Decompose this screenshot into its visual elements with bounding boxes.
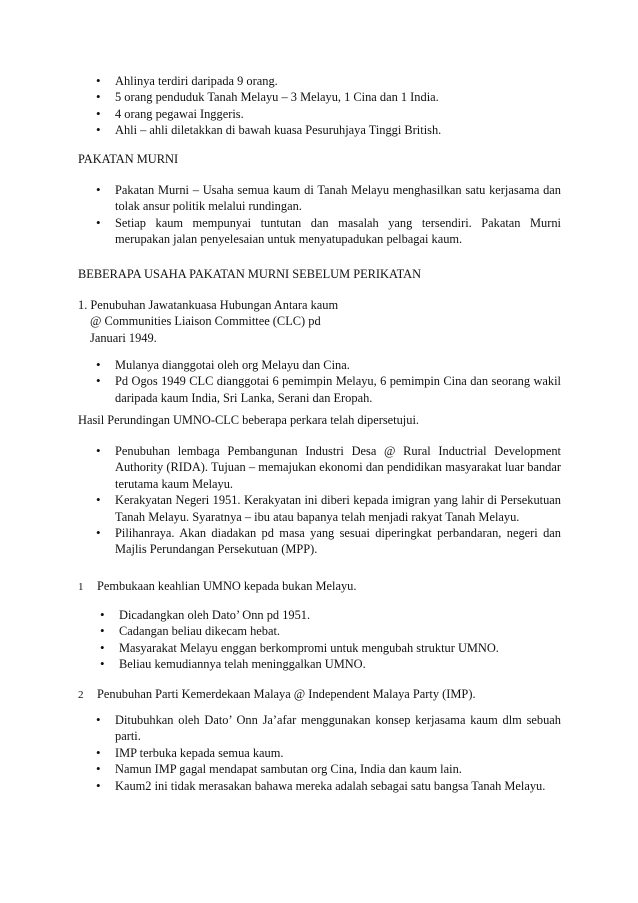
list-item: • 4 orang pegawai Inggeris. — [115, 106, 563, 122]
section-2-title: Penubuhan Parti Kemerdekaan Malaya @ Independent Malaya Party (IMP). — [97, 687, 476, 701]
section-heading-usaha: BEBERAPA USAHA PAKATAN MURNI SEBELUM PERIKATAN — [78, 267, 422, 281]
list-item: • Penubuhan lembaga Pembangunan Industri Desa @ Rural Inductrial Development Authority (RIDA). Tujuan – memajukan ekonomi dan pendidikan masyarakat luar bandar terutama kaum Melayu. — [115, 443, 561, 492]
section-heading-pakatan-murni: PAKATAN MURNI — [78, 152, 179, 166]
section-1-bullet-list — [119, 607, 559, 673]
list-item: • Ahlinya terdiri daripada 9 orang. — [115, 73, 563, 89]
usaha-item-1-line-3: Januari 1949. — [90, 331, 157, 345]
section-2-number: 2 — [78, 689, 84, 701]
list-item: • Dicadangkan oleh Dato’ Onn pd 1951. — [119, 607, 559, 623]
list-item: • 5 orang penduduk Tanah Melayu – 3 Melayu, 1 Cina dan 1 India. — [115, 89, 563, 105]
pakatan-murni-bullet-list — [115, 182, 561, 248]
usaha-item-1-bullet-list — [115, 357, 561, 406]
usaha-item-1-line-1: 1. Penubuhan Jawatankuasa Hubungan Antara kaum — [78, 298, 339, 312]
list-item: • Kerakyatan Negeri 1951. Kerakyatan ini diberi kepada imigran yang lahir di Persekutuan Tanah Melayu. Syaratnya – ibu atau bapanya telah menjadi rakyat Tanah Melayu. — [115, 492, 561, 525]
hasil-bullet-list — [115, 443, 561, 558]
usaha-item-1-line-2: @ Communities Liaison Committee (CLC) pd — [90, 314, 321, 328]
intro-bullet-list — [115, 73, 563, 139]
list-item: • Kaum2 ini tidak merasakan bahawa mereka adalah sebagai satu bangsa Tanah Melayu. — [115, 778, 561, 794]
section-1-title: Pembukaan keahlian UMNO kepada bukan Melayu. — [97, 579, 357, 593]
list-item: • Pakatan Murni – Usaha semua kaum di Tanah Melayu menghasilkan satu kerjasama dan tolak ansur politik melalui rundingan. — [115, 182, 561, 215]
list-item: • IMP terbuka kepada semua kaum. — [115, 745, 561, 761]
list-item: • Mulanya dianggotai oleh org Melayu dan Cina. — [115, 357, 561, 373]
list-item: • Setiap kaum mempunyai tuntutan dan masalah yang tersendiri. Pakatan Murni merupakan jalan penyelesaian untuk menyatupadukan pelbagai kaum. — [115, 215, 561, 248]
list-item: • Ditubuhkan oleh Dato’ Onn Ja’afar menggunakan konsep kerjasama kaum dlm sebuah parti. — [115, 712, 561, 745]
hasil-intro: Hasil Perundingan UMNO-CLC beberapa perkara telah dipersetujui. — [78, 413, 419, 427]
section-2-bullet-list — [115, 712, 561, 794]
list-item: • Pilihanraya. Akan diadakan pd masa yang sesuai diperingkat perbandaran, negeri dan Majlis Perundangan Persekutuan (MPP). — [115, 525, 561, 558]
list-item: • Pd Ogos 1949 CLC dianggotai 6 pemimpin Melayu, 6 pemimpin Cina dan seorang wakil daripada kaum India, Sri Lanka, Serani dan Eropah. — [115, 373, 561, 406]
list-item: • Beliau kemudiannya telah meninggalkan UMNO. — [119, 656, 559, 672]
list-item: • Masyarakat Melayu enggan berkompromi untuk mengubah struktur UMNO. — [119, 640, 559, 656]
list-item: • Namun IMP gagal mendapat sambutan org Cina, India dan kaum lain. — [115, 761, 561, 777]
section-1-number: 1 — [78, 581, 84, 593]
list-item: • Ahli – ahli diletakkan di bawah kuasa Pesuruhjaya Tinggi British. — [115, 122, 563, 138]
list-item: • Cadangan beliau dikecam hebat. — [119, 623, 559, 639]
